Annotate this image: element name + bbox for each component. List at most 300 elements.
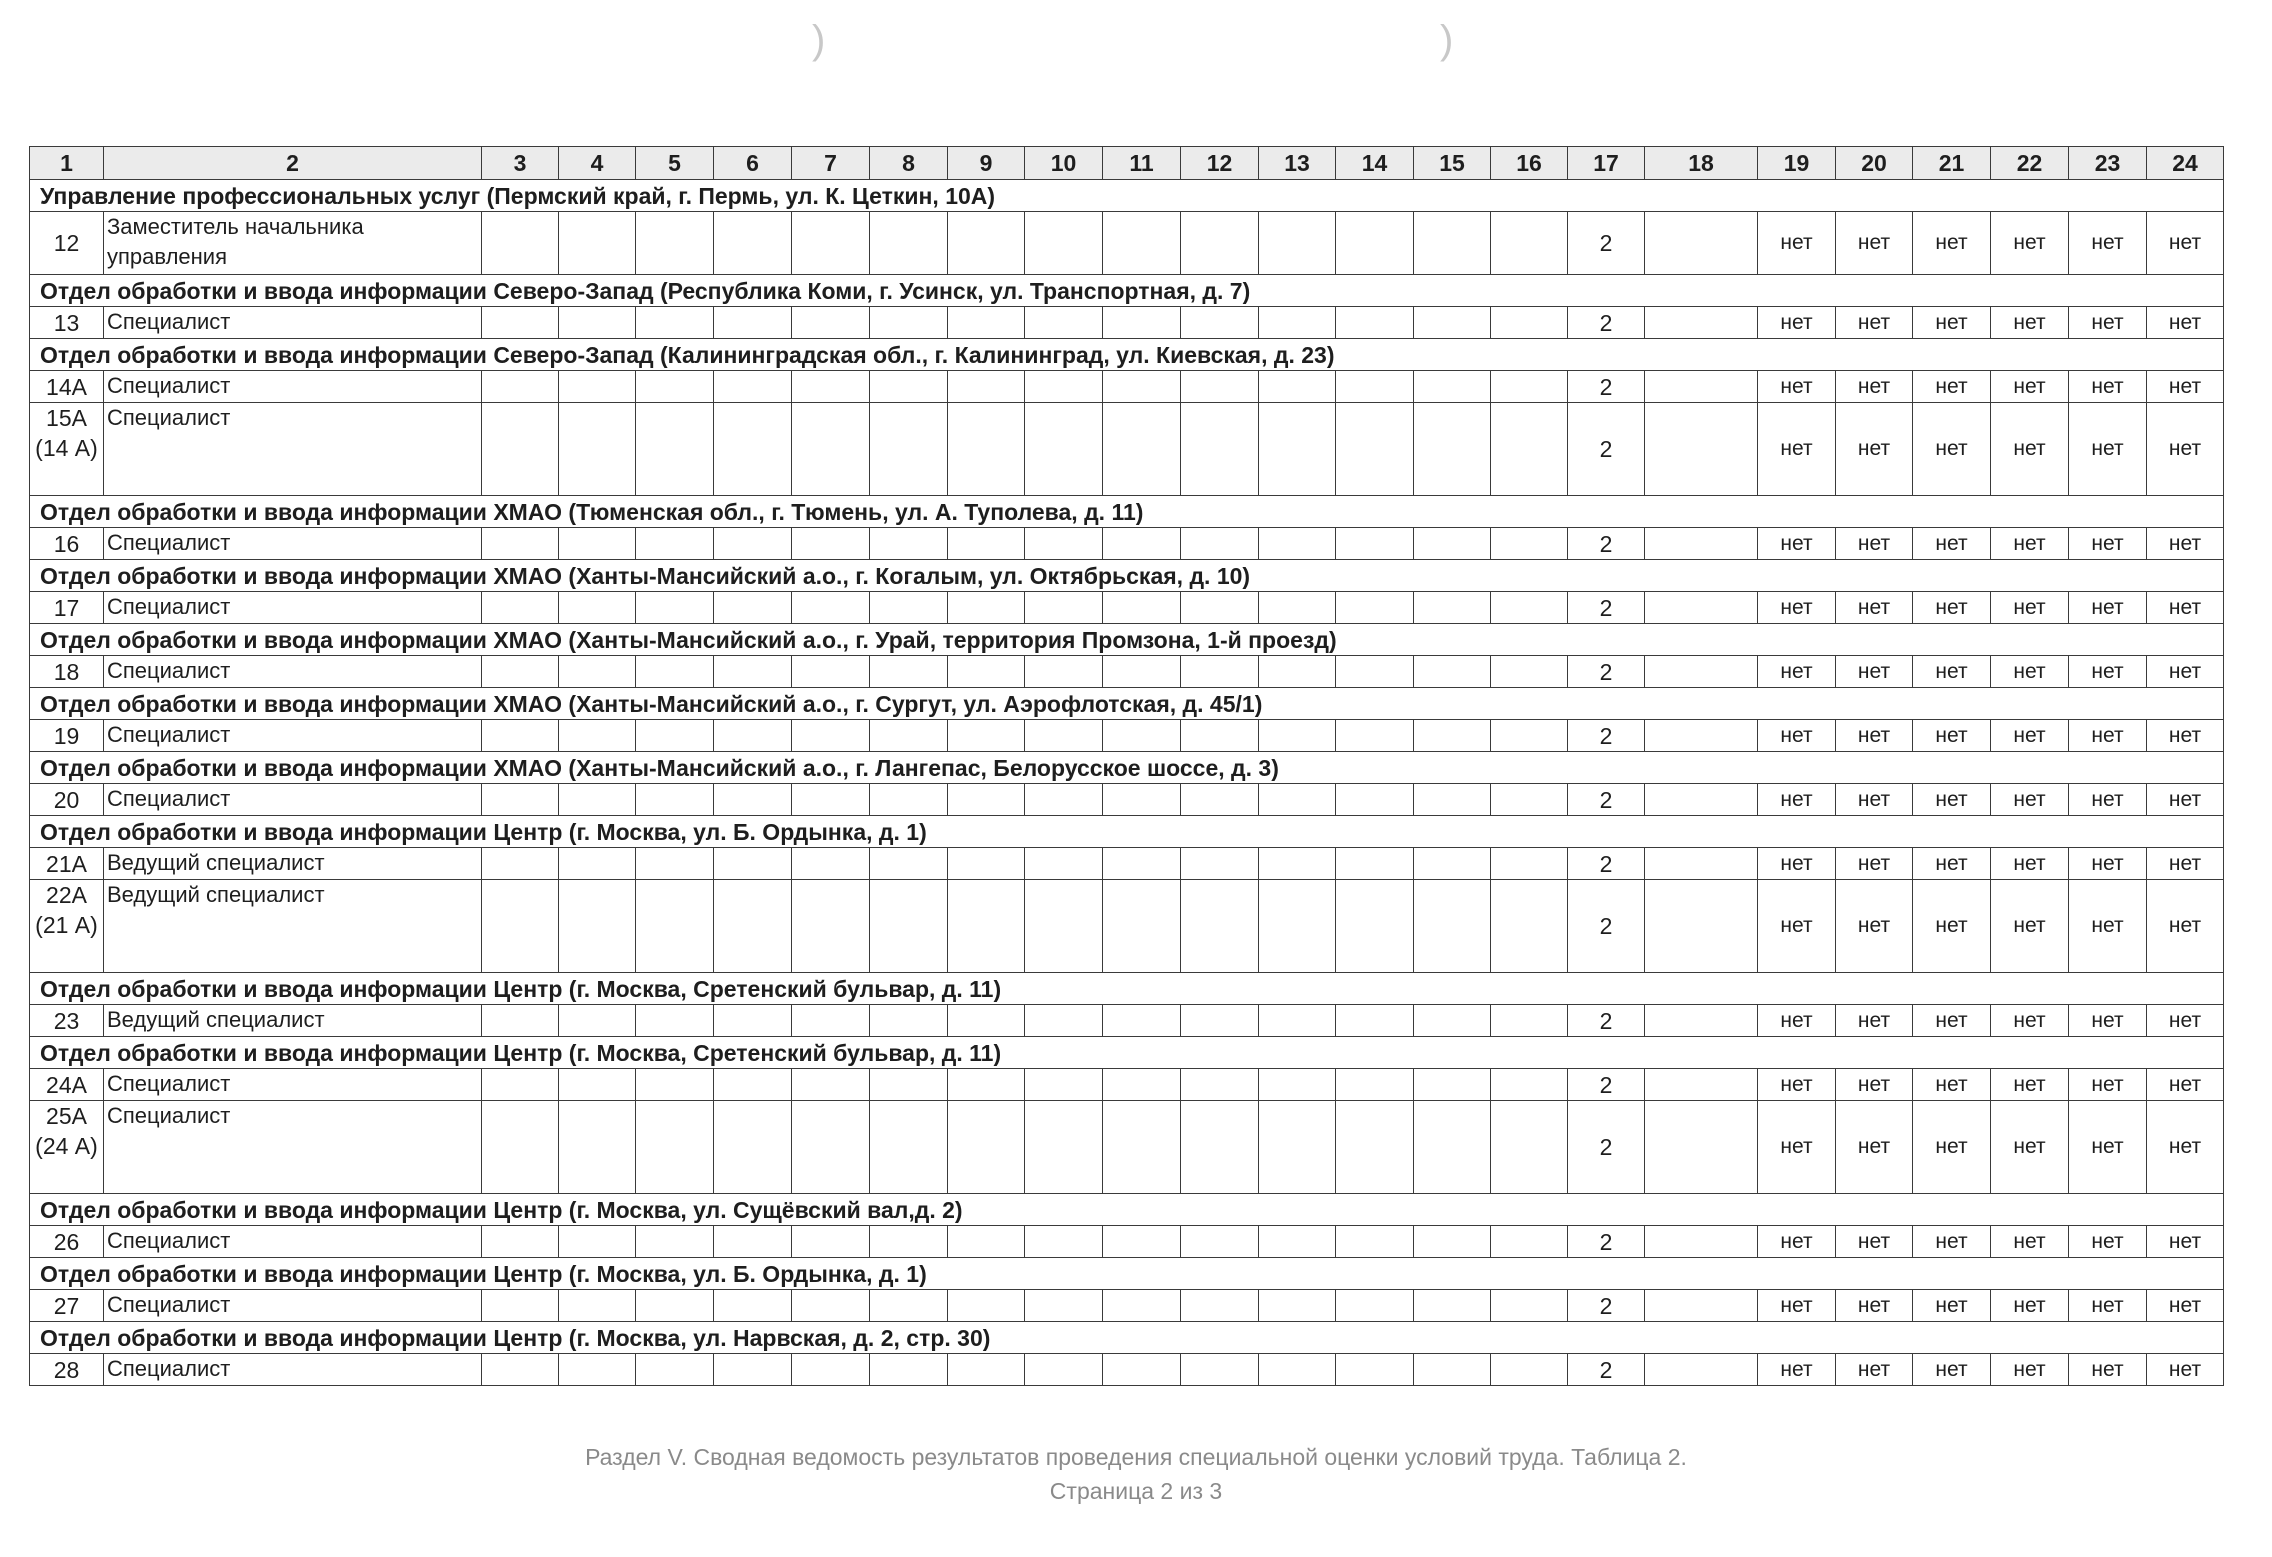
empty-cell xyxy=(870,1101,948,1194)
position-name: Специалист xyxy=(104,720,482,752)
empty-cell xyxy=(1181,784,1259,816)
table-row xyxy=(30,848,2224,880)
section-title: Отдел обработки и ввода информации Центр (г. Москва, Сретенский бульвар, д. 11) xyxy=(30,1037,2224,1069)
empty-cell xyxy=(1025,1226,1103,1258)
position-name: Специалист xyxy=(104,403,482,496)
guarantee-cell: нет xyxy=(1991,1101,2069,1194)
table-row xyxy=(30,307,2224,339)
empty-cell xyxy=(714,403,792,496)
empty-cell xyxy=(1645,1069,1758,1101)
hazard-class-cell: 2 xyxy=(1568,528,1645,560)
guarantee-cell: нет xyxy=(1913,1226,1991,1258)
position-name: Специалист xyxy=(104,1069,482,1101)
table-row xyxy=(30,371,2224,403)
empty-cell xyxy=(1103,592,1181,624)
section-row xyxy=(30,1194,2224,1226)
empty-cell xyxy=(559,1290,636,1322)
empty-cell xyxy=(482,403,559,496)
column-header: 10 xyxy=(1025,147,1103,180)
guarantee-cell: нет xyxy=(1991,848,2069,880)
section-row xyxy=(30,339,2224,371)
empty-cell xyxy=(482,784,559,816)
empty-cell xyxy=(1103,307,1181,339)
empty-cell xyxy=(1025,720,1103,752)
section-title: Отдел обработки и ввода информации ХМАО (Тюменская обл., г. Тюмень, ул. А. Туполева, д. 11) xyxy=(30,496,2224,528)
empty-cell xyxy=(636,403,714,496)
empty-cell xyxy=(559,848,636,880)
guarantee-cell: нет xyxy=(2069,656,2147,688)
position-name: Ведущий специалист xyxy=(104,880,482,973)
empty-cell xyxy=(482,212,559,275)
empty-cell xyxy=(1025,1290,1103,1322)
section-title: Отдел обработки и ввода информации ХМАО (Ханты-Мансийский а.о., г. Лангепас, Белорусское шоссе, д. 3) xyxy=(30,752,2224,784)
empty-cell xyxy=(948,784,1025,816)
guarantee-cell: нет xyxy=(1836,403,1913,496)
empty-cell xyxy=(948,880,1025,973)
column-header: 5 xyxy=(636,147,714,180)
table-row xyxy=(30,1101,2224,1194)
workplace-number: 23 xyxy=(30,1005,104,1037)
section-row xyxy=(30,275,2224,307)
workplace-number: 19 xyxy=(30,720,104,752)
column-header: 16 xyxy=(1491,147,1568,180)
empty-cell xyxy=(1491,720,1568,752)
empty-cell xyxy=(1259,528,1336,560)
empty-cell xyxy=(482,307,559,339)
position-name: Специалист xyxy=(104,371,482,403)
empty-cell xyxy=(1025,656,1103,688)
empty-cell xyxy=(636,212,714,275)
empty-cell xyxy=(948,1101,1025,1194)
guarantee-cell: нет xyxy=(1758,1290,1836,1322)
column-header: 9 xyxy=(948,147,1025,180)
empty-cell xyxy=(792,403,870,496)
empty-cell xyxy=(870,880,948,973)
empty-cell xyxy=(559,307,636,339)
empty-cell xyxy=(636,784,714,816)
column-header: 17 xyxy=(1568,147,1645,180)
section-title: Отдел обработки и ввода информации ХМАО (Ханты-Мансийский а.о., г. Урай, территория Промзона, 1-й проезд) xyxy=(30,624,2224,656)
guarantee-cell: нет xyxy=(1836,848,1913,880)
column-header: 12 xyxy=(1181,147,1259,180)
empty-cell xyxy=(1414,212,1491,275)
empty-cell xyxy=(559,592,636,624)
empty-cell xyxy=(559,1069,636,1101)
empty-cell xyxy=(1491,307,1568,339)
column-header: 8 xyxy=(870,147,948,180)
guarantee-cell: нет xyxy=(1836,1290,1913,1322)
position-name: Ведущий специалист xyxy=(104,848,482,880)
guarantee-cell: нет xyxy=(2147,720,2224,752)
empty-cell xyxy=(714,307,792,339)
empty-cell xyxy=(1103,403,1181,496)
position-name: Специалист xyxy=(104,1101,482,1194)
empty-cell xyxy=(1181,656,1259,688)
empty-cell xyxy=(870,720,948,752)
guarantee-cell: нет xyxy=(2147,528,2224,560)
empty-cell xyxy=(714,848,792,880)
empty-cell xyxy=(1491,212,1568,275)
empty-cell xyxy=(948,1069,1025,1101)
empty-cell xyxy=(714,1069,792,1101)
empty-cell xyxy=(1645,403,1758,496)
empty-cell xyxy=(1645,1226,1758,1258)
empty-cell xyxy=(482,1101,559,1194)
guarantee-cell: нет xyxy=(1836,1101,1913,1194)
workplace-number: 18 xyxy=(30,656,104,688)
empty-cell xyxy=(1336,403,1414,496)
empty-cell xyxy=(559,528,636,560)
guarantee-cell: нет xyxy=(2147,848,2224,880)
empty-cell xyxy=(1103,880,1181,973)
empty-cell xyxy=(559,1226,636,1258)
empty-cell xyxy=(636,592,714,624)
guarantee-cell: нет xyxy=(1913,1005,1991,1037)
guarantee-cell: нет xyxy=(1991,1226,2069,1258)
empty-cell xyxy=(1103,1290,1181,1322)
guarantee-cell: нет xyxy=(1836,1354,1913,1386)
empty-cell xyxy=(1259,1290,1336,1322)
guarantee-cell: нет xyxy=(1758,1226,1836,1258)
workplace-number: 20 xyxy=(30,784,104,816)
guarantee-cell: нет xyxy=(2147,656,2224,688)
guarantee-cell: нет xyxy=(1836,307,1913,339)
empty-cell xyxy=(792,1069,870,1101)
empty-cell xyxy=(1645,784,1758,816)
empty-cell xyxy=(1414,848,1491,880)
empty-cell xyxy=(482,592,559,624)
guarantee-cell: нет xyxy=(2069,1005,2147,1037)
empty-cell xyxy=(714,1290,792,1322)
empty-cell xyxy=(636,848,714,880)
empty-cell xyxy=(1645,307,1758,339)
empty-cell xyxy=(1491,1005,1568,1037)
guarantee-cell: нет xyxy=(1913,1101,1991,1194)
empty-cell xyxy=(1103,1226,1181,1258)
empty-cell xyxy=(1103,528,1181,560)
guarantee-cell: нет xyxy=(1913,720,1991,752)
workplace-number: 22А (21 А) xyxy=(30,880,104,973)
guarantee-cell: нет xyxy=(2147,1005,2224,1037)
empty-cell xyxy=(636,1290,714,1322)
guarantee-cell: нет xyxy=(1758,307,1836,339)
empty-cell xyxy=(1414,307,1491,339)
position-name: Специалист xyxy=(104,1226,482,1258)
hazard-class-cell: 2 xyxy=(1568,371,1645,403)
empty-cell xyxy=(870,656,948,688)
table-row xyxy=(30,1069,2224,1101)
empty-cell xyxy=(1181,592,1259,624)
guarantee-cell: нет xyxy=(1836,784,1913,816)
table-row xyxy=(30,880,2224,973)
empty-cell xyxy=(792,848,870,880)
guarantee-cell: нет xyxy=(1991,720,2069,752)
guarantee-cell: нет xyxy=(2069,1354,2147,1386)
workplace-number: 17 xyxy=(30,592,104,624)
empty-cell xyxy=(1491,528,1568,560)
empty-cell xyxy=(714,784,792,816)
empty-cell xyxy=(1025,1101,1103,1194)
empty-cell xyxy=(636,371,714,403)
empty-cell xyxy=(1414,656,1491,688)
hazard-class-cell: 2 xyxy=(1568,592,1645,624)
guarantee-cell: нет xyxy=(1913,1069,1991,1101)
guarantee-cell: нет xyxy=(2147,307,2224,339)
guarantee-cell: нет xyxy=(1913,1354,1991,1386)
guarantee-cell: нет xyxy=(1758,371,1836,403)
table-row xyxy=(30,784,2224,816)
column-header: 18 xyxy=(1645,147,1758,180)
empty-cell xyxy=(636,1226,714,1258)
guarantee-cell: нет xyxy=(1913,528,1991,560)
guarantee-cell: нет xyxy=(2147,592,2224,624)
empty-cell xyxy=(792,784,870,816)
hazard-class-cell: 2 xyxy=(1568,212,1645,275)
empty-cell xyxy=(948,371,1025,403)
guarantee-cell: нет xyxy=(1758,1069,1836,1101)
column-header: 6 xyxy=(714,147,792,180)
hazard-class-cell: 2 xyxy=(1568,720,1645,752)
empty-cell xyxy=(870,592,948,624)
empty-cell xyxy=(1414,720,1491,752)
table-caption: Раздел V. Сводная ведомость результатов проведения специальной оценки условий труда. Таблица 2. xyxy=(585,1444,1687,1470)
empty-cell xyxy=(1491,848,1568,880)
empty-cell xyxy=(1259,371,1336,403)
empty-cell xyxy=(948,403,1025,496)
workplace-number: 16 xyxy=(30,528,104,560)
empty-cell xyxy=(714,592,792,624)
guarantee-cell: нет xyxy=(1991,656,2069,688)
column-header: 21 xyxy=(1913,147,1991,180)
workplace-number: 25А (24 А) xyxy=(30,1101,104,1194)
empty-cell xyxy=(1645,592,1758,624)
empty-cell xyxy=(948,1005,1025,1037)
empty-cell xyxy=(1025,1069,1103,1101)
empty-cell xyxy=(792,371,870,403)
section-title: Управление профессиональных услуг (Пермский край, г. Пермь, ул. К. Цеткин, 10А) xyxy=(30,180,2224,212)
empty-cell xyxy=(1103,1101,1181,1194)
empty-cell xyxy=(792,212,870,275)
guarantee-cell: нет xyxy=(2147,880,2224,973)
guarantee-cell: нет xyxy=(2147,1101,2224,1194)
empty-cell xyxy=(948,212,1025,275)
empty-cell xyxy=(1645,720,1758,752)
empty-cell xyxy=(1414,371,1491,403)
empty-cell xyxy=(482,880,559,973)
column-header: 11 xyxy=(1103,147,1181,180)
empty-cell xyxy=(948,656,1025,688)
empty-cell xyxy=(1336,1101,1414,1194)
empty-cell xyxy=(948,1226,1025,1258)
empty-cell xyxy=(792,1354,870,1386)
empty-cell xyxy=(482,371,559,403)
guarantee-cell: нет xyxy=(1913,656,1991,688)
empty-cell xyxy=(1491,656,1568,688)
empty-cell xyxy=(1259,656,1336,688)
guarantee-cell: нет xyxy=(1991,880,2069,973)
column-header: 20 xyxy=(1836,147,1913,180)
hazard-class-cell: 2 xyxy=(1568,880,1645,973)
guarantee-cell: нет xyxy=(2069,784,2147,816)
empty-cell xyxy=(714,880,792,973)
guarantee-cell: нет xyxy=(1836,656,1913,688)
table-row xyxy=(30,720,2224,752)
empty-cell xyxy=(1181,1005,1259,1037)
empty-cell xyxy=(1645,212,1758,275)
empty-cell xyxy=(1645,528,1758,560)
guarantee-cell: нет xyxy=(2069,880,2147,973)
column-header: 14 xyxy=(1336,147,1414,180)
empty-cell xyxy=(1414,403,1491,496)
empty-cell xyxy=(948,1354,1025,1386)
table-row xyxy=(30,592,2224,624)
guarantee-cell: нет xyxy=(1913,212,1991,275)
guarantee-cell: нет xyxy=(1758,528,1836,560)
empty-cell xyxy=(1336,1354,1414,1386)
section-row xyxy=(30,624,2224,656)
empty-cell xyxy=(870,1290,948,1322)
empty-cell xyxy=(714,1101,792,1194)
empty-cell xyxy=(1259,403,1336,496)
empty-cell xyxy=(1491,592,1568,624)
empty-cell xyxy=(636,528,714,560)
empty-cell xyxy=(1181,212,1259,275)
empty-cell xyxy=(1645,1290,1758,1322)
empty-cell xyxy=(1259,848,1336,880)
hazard-class-cell: 2 xyxy=(1568,307,1645,339)
empty-cell xyxy=(792,592,870,624)
empty-cell xyxy=(1025,1005,1103,1037)
empty-cell xyxy=(1336,212,1414,275)
empty-cell xyxy=(1491,371,1568,403)
empty-cell xyxy=(1259,880,1336,973)
guarantee-cell: нет xyxy=(1913,880,1991,973)
empty-cell xyxy=(1491,784,1568,816)
hazard-class-cell: 2 xyxy=(1568,1226,1645,1258)
empty-cell xyxy=(714,371,792,403)
column-header: 22 xyxy=(1991,147,2069,180)
hazard-class-cell: 2 xyxy=(1568,1069,1645,1101)
empty-cell xyxy=(482,1226,559,1258)
empty-cell xyxy=(1414,1226,1491,1258)
guarantee-cell: нет xyxy=(2069,212,2147,275)
empty-cell xyxy=(870,212,948,275)
empty-cell xyxy=(482,656,559,688)
empty-cell xyxy=(1103,784,1181,816)
guarantee-cell: нет xyxy=(1836,1226,1913,1258)
empty-cell xyxy=(792,656,870,688)
guarantee-cell: нет xyxy=(2069,403,2147,496)
empty-cell xyxy=(1259,1069,1336,1101)
empty-cell xyxy=(1491,1290,1568,1322)
hazard-class-cell: 2 xyxy=(1568,656,1645,688)
empty-cell xyxy=(792,1226,870,1258)
section-title: Отдел обработки и ввода информации Центр (г. Москва, Сретенский бульвар, д. 11) xyxy=(30,973,2224,1005)
guarantee-cell: нет xyxy=(1991,1005,2069,1037)
hazard-class-cell: 2 xyxy=(1568,403,1645,496)
position-name: Специалист xyxy=(104,307,482,339)
empty-cell xyxy=(870,371,948,403)
empty-cell xyxy=(1259,1005,1336,1037)
empty-cell xyxy=(948,307,1025,339)
empty-cell xyxy=(1259,1226,1336,1258)
empty-cell xyxy=(1645,371,1758,403)
section-title: Отдел обработки и ввода информации Северо-Запад (Калининградская обл., г. Калининград, ул. Киевская, д. 23) xyxy=(30,339,2224,371)
empty-cell xyxy=(1491,403,1568,496)
empty-cell xyxy=(1645,1005,1758,1037)
page-number: Страница 2 из 3 xyxy=(1049,1478,1223,1504)
guarantee-cell: нет xyxy=(2147,212,2224,275)
empty-cell xyxy=(792,720,870,752)
empty-cell xyxy=(1336,848,1414,880)
empty-cell xyxy=(948,1290,1025,1322)
empty-cell xyxy=(1414,880,1491,973)
scan-artifact-left: ) xyxy=(812,18,826,62)
guarantee-cell: нет xyxy=(1758,1005,1836,1037)
guarantee-cell: нет xyxy=(1991,371,2069,403)
empty-cell xyxy=(1259,720,1336,752)
guarantee-cell: нет xyxy=(1991,403,2069,496)
empty-cell xyxy=(1645,880,1758,973)
table-row xyxy=(30,1226,2224,1258)
guarantee-cell: нет xyxy=(1913,403,1991,496)
empty-cell xyxy=(636,307,714,339)
column-header: 2 xyxy=(104,147,482,180)
empty-cell xyxy=(1103,371,1181,403)
empty-cell xyxy=(1181,848,1259,880)
workplace-number: 26 xyxy=(30,1226,104,1258)
guarantee-cell: нет xyxy=(1836,212,1913,275)
empty-cell xyxy=(792,1005,870,1037)
position-name: Ведущий специалист xyxy=(104,1005,482,1037)
empty-cell xyxy=(870,528,948,560)
section-row xyxy=(30,560,2224,592)
empty-cell xyxy=(1103,1069,1181,1101)
empty-cell xyxy=(1414,784,1491,816)
empty-cell xyxy=(1259,592,1336,624)
column-header: 7 xyxy=(792,147,870,180)
empty-cell xyxy=(1414,528,1491,560)
empty-cell xyxy=(792,307,870,339)
guarantee-cell: нет xyxy=(1836,720,1913,752)
empty-cell xyxy=(714,656,792,688)
empty-cell xyxy=(948,592,1025,624)
empty-cell xyxy=(1414,592,1491,624)
column-header: 3 xyxy=(482,147,559,180)
guarantee-cell: нет xyxy=(1991,307,2069,339)
empty-cell xyxy=(870,403,948,496)
empty-cell xyxy=(559,784,636,816)
guarantee-cell: нет xyxy=(2147,1354,2224,1386)
empty-cell xyxy=(1336,1005,1414,1037)
guarantee-cell: нет xyxy=(2069,1226,2147,1258)
section-title: Отдел обработки и ввода информации Центр (г. Москва, ул. Нарвская, д. 2, стр. 30) xyxy=(30,1322,2224,1354)
empty-cell xyxy=(1336,880,1414,973)
section-row xyxy=(30,1037,2224,1069)
section-row xyxy=(30,1258,2224,1290)
empty-cell xyxy=(1025,307,1103,339)
empty-cell xyxy=(714,1354,792,1386)
empty-cell xyxy=(1181,720,1259,752)
guarantee-cell: нет xyxy=(1913,307,1991,339)
hazard-class-cell: 2 xyxy=(1568,848,1645,880)
column-header: 13 xyxy=(1259,147,1336,180)
empty-cell xyxy=(1181,1290,1259,1322)
position-name: Специалист xyxy=(104,784,482,816)
empty-cell xyxy=(714,720,792,752)
empty-cell xyxy=(948,848,1025,880)
empty-cell xyxy=(559,720,636,752)
